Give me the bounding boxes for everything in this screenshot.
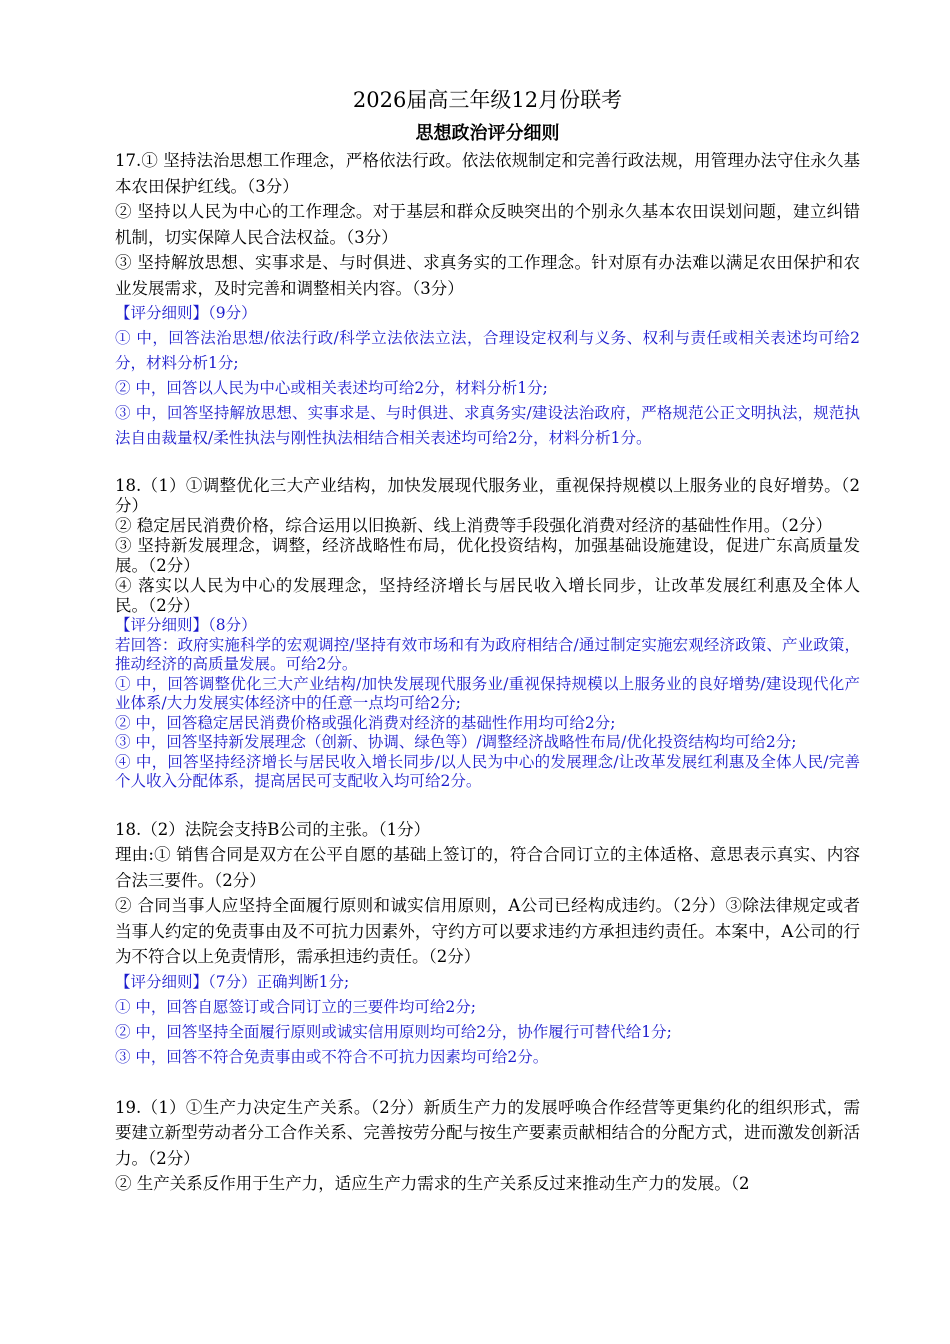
rubric-heading: 【评分细则】（8分） xyxy=(115,616,257,634)
rubric-item: ② 中，回答稳定居民消费价格或强化消费对经济的基础性作用均可给2分; xyxy=(115,713,616,732)
rubric-heading: 【评分细则】（9分） xyxy=(115,304,257,322)
rubric-item: ① 中，回答自愿签订或合同订立的三要件均可给2分; xyxy=(115,997,477,1016)
rubric-heading: 【评分细则】（7分）正确判断1分; xyxy=(115,972,350,991)
answer-paragraph: ③ 坚持解放思想、实事求是、与时俱进、求真务实的工作理念。针对原有办法难以满足农田保护和农业发展需求，及时完善和调整相关内容。（3分） xyxy=(115,253,860,298)
section-spacer xyxy=(115,451,860,476)
answer-paragraph: 19.（1）①生产力决定生产关系。（2分）新质生产力的发展呼唤合作经营等更集约化的组织形式，需要建立新型劳动者分工合作关系、完善按劳分配与按生产要素贡献相结合的分配方式，进而激发创新活力。（2分） xyxy=(115,1097,860,1168)
section-spacer xyxy=(115,792,860,817)
rubric-item: ① 中，回答法治思想/依法行政/科学立法依法立法，合理设定权利与义务、权利与责任或相关表述均可给2分，材料分析1分; xyxy=(115,329,860,372)
rubric-item: ③ 中，回答坚持解放思想、实事求是、与时俱进、求真务实/建设法治政府，严格规范公正文明执法，规范执法自由裁量权/柔性执法与刚性执法相结合相关表述均可给2分，材料分析1分。 xyxy=(115,404,860,447)
question-18-2-section xyxy=(115,817,860,1070)
document-subtitle: 思想政治评分细则 xyxy=(415,123,560,144)
rubric-item: ② 中，回答坚持全面履行原则或诚实信用原则均可给2分，协作履行可替代给1分; xyxy=(115,1022,672,1041)
question-17-section xyxy=(115,148,860,451)
answer-paragraph: 17.① 坚持法治思想工作理念，严格依法行政。依法依规制定和完善行政法规，用管理办法守住永久基本农田保护红线。（3分） xyxy=(115,151,860,196)
question-19-1-section xyxy=(115,1095,860,1197)
answer-paragraph: 18.（1）①调整优化三大产业结构，加快发展现代服务业，重视保持规模以上服务业的良好增势。（2分） xyxy=(115,476,860,515)
rubric-item: ① 中，回答调整优化三大产业结构/加快发展现代服务业/重视保持规模以上服务业的良好增势/建设现代化产业体系/大力发展实体经济中的任意一点均可给2分; xyxy=(115,674,860,712)
answer-paragraph: 理由:① 销售合同是双方在公平自愿的基础上签订的，符合合同订立的主体适格、意思表示真实、内容合法三要件。（2分） xyxy=(115,845,860,890)
section-spacer xyxy=(115,1070,860,1095)
rubric-item: ③ 中，回答坚持新发展理念（创新、协调、绿色等）/调整经济战略性布局/优化投资结构均可给2分; xyxy=(115,733,797,751)
answer-paragraph: ② 合同当事人应坚持全面履行原则和诚实信用原则，A公司已经构成违约。（2分）③除法律规定或者当事人约定的免责事由及不可抗力因素外，守约方可以要求违约方承担违约责任。本案中，A公司的行为不符合以上免责情形，需承担违约责任。（2分） xyxy=(115,896,860,966)
rubric-item: 若回答：政府实施科学的宏观调控/坚持有效市场和有为政府相结合/通过制定实施宏观经济政策、产业政策，推动经济的高质量发展。可给2分。 xyxy=(115,635,860,673)
answer-paragraph: ② 稳定居民消费价格，综合运用以旧换新、线上消费等手段强化消费对经济的基础性作用。（2分） xyxy=(115,516,832,535)
answer-paragraph: ③ 坚持新发展理念，调整，经济战略性布局，优化投资结构，加强基础设施建设，促进广东高质量发展。（2分） xyxy=(115,536,860,575)
rubric-item: ④ 中，回答坚持经济增长与居民收入增长同步/以人民为中心的发展理念/让改革发展红利惠及全体人民/完善个人收入分配体系，提高居民可支配收入均可给2分。 xyxy=(115,752,860,790)
answer-paragraph: ② 坚持以人民为中心的工作理念。对于基层和群众反映突出的个别永久基本农田误划问题，建立纠错机制，切实保障人民合法权益。（3分） xyxy=(115,202,860,247)
document-title: 2026届高三年级12月份联考 xyxy=(352,88,623,112)
rubric-item: ③ 中，回答不符合免责事由或不符合不可抗力因素均可给2分。 xyxy=(115,1047,549,1066)
rubric-item: ② 中，回答以人民为中心或相关表述均可给2分，材料分析1分; xyxy=(115,379,548,397)
question-18-1-section xyxy=(115,476,860,792)
answer-paragraph: ② 生产关系反作用于生产力，适应生产力需求的生产关系反过来推动生产力的发展。（2 xyxy=(115,1174,750,1193)
page-content xyxy=(115,84,860,1197)
answer-paragraph: ④ 落实以人民为中心的发展理念，坚持经济增长与居民收入增长同步，让改革发展红利惠及全体人民。（2分） xyxy=(115,576,860,615)
answer-paragraph: 18.（2）法院会支持B公司的主张。（1分） xyxy=(115,819,431,839)
